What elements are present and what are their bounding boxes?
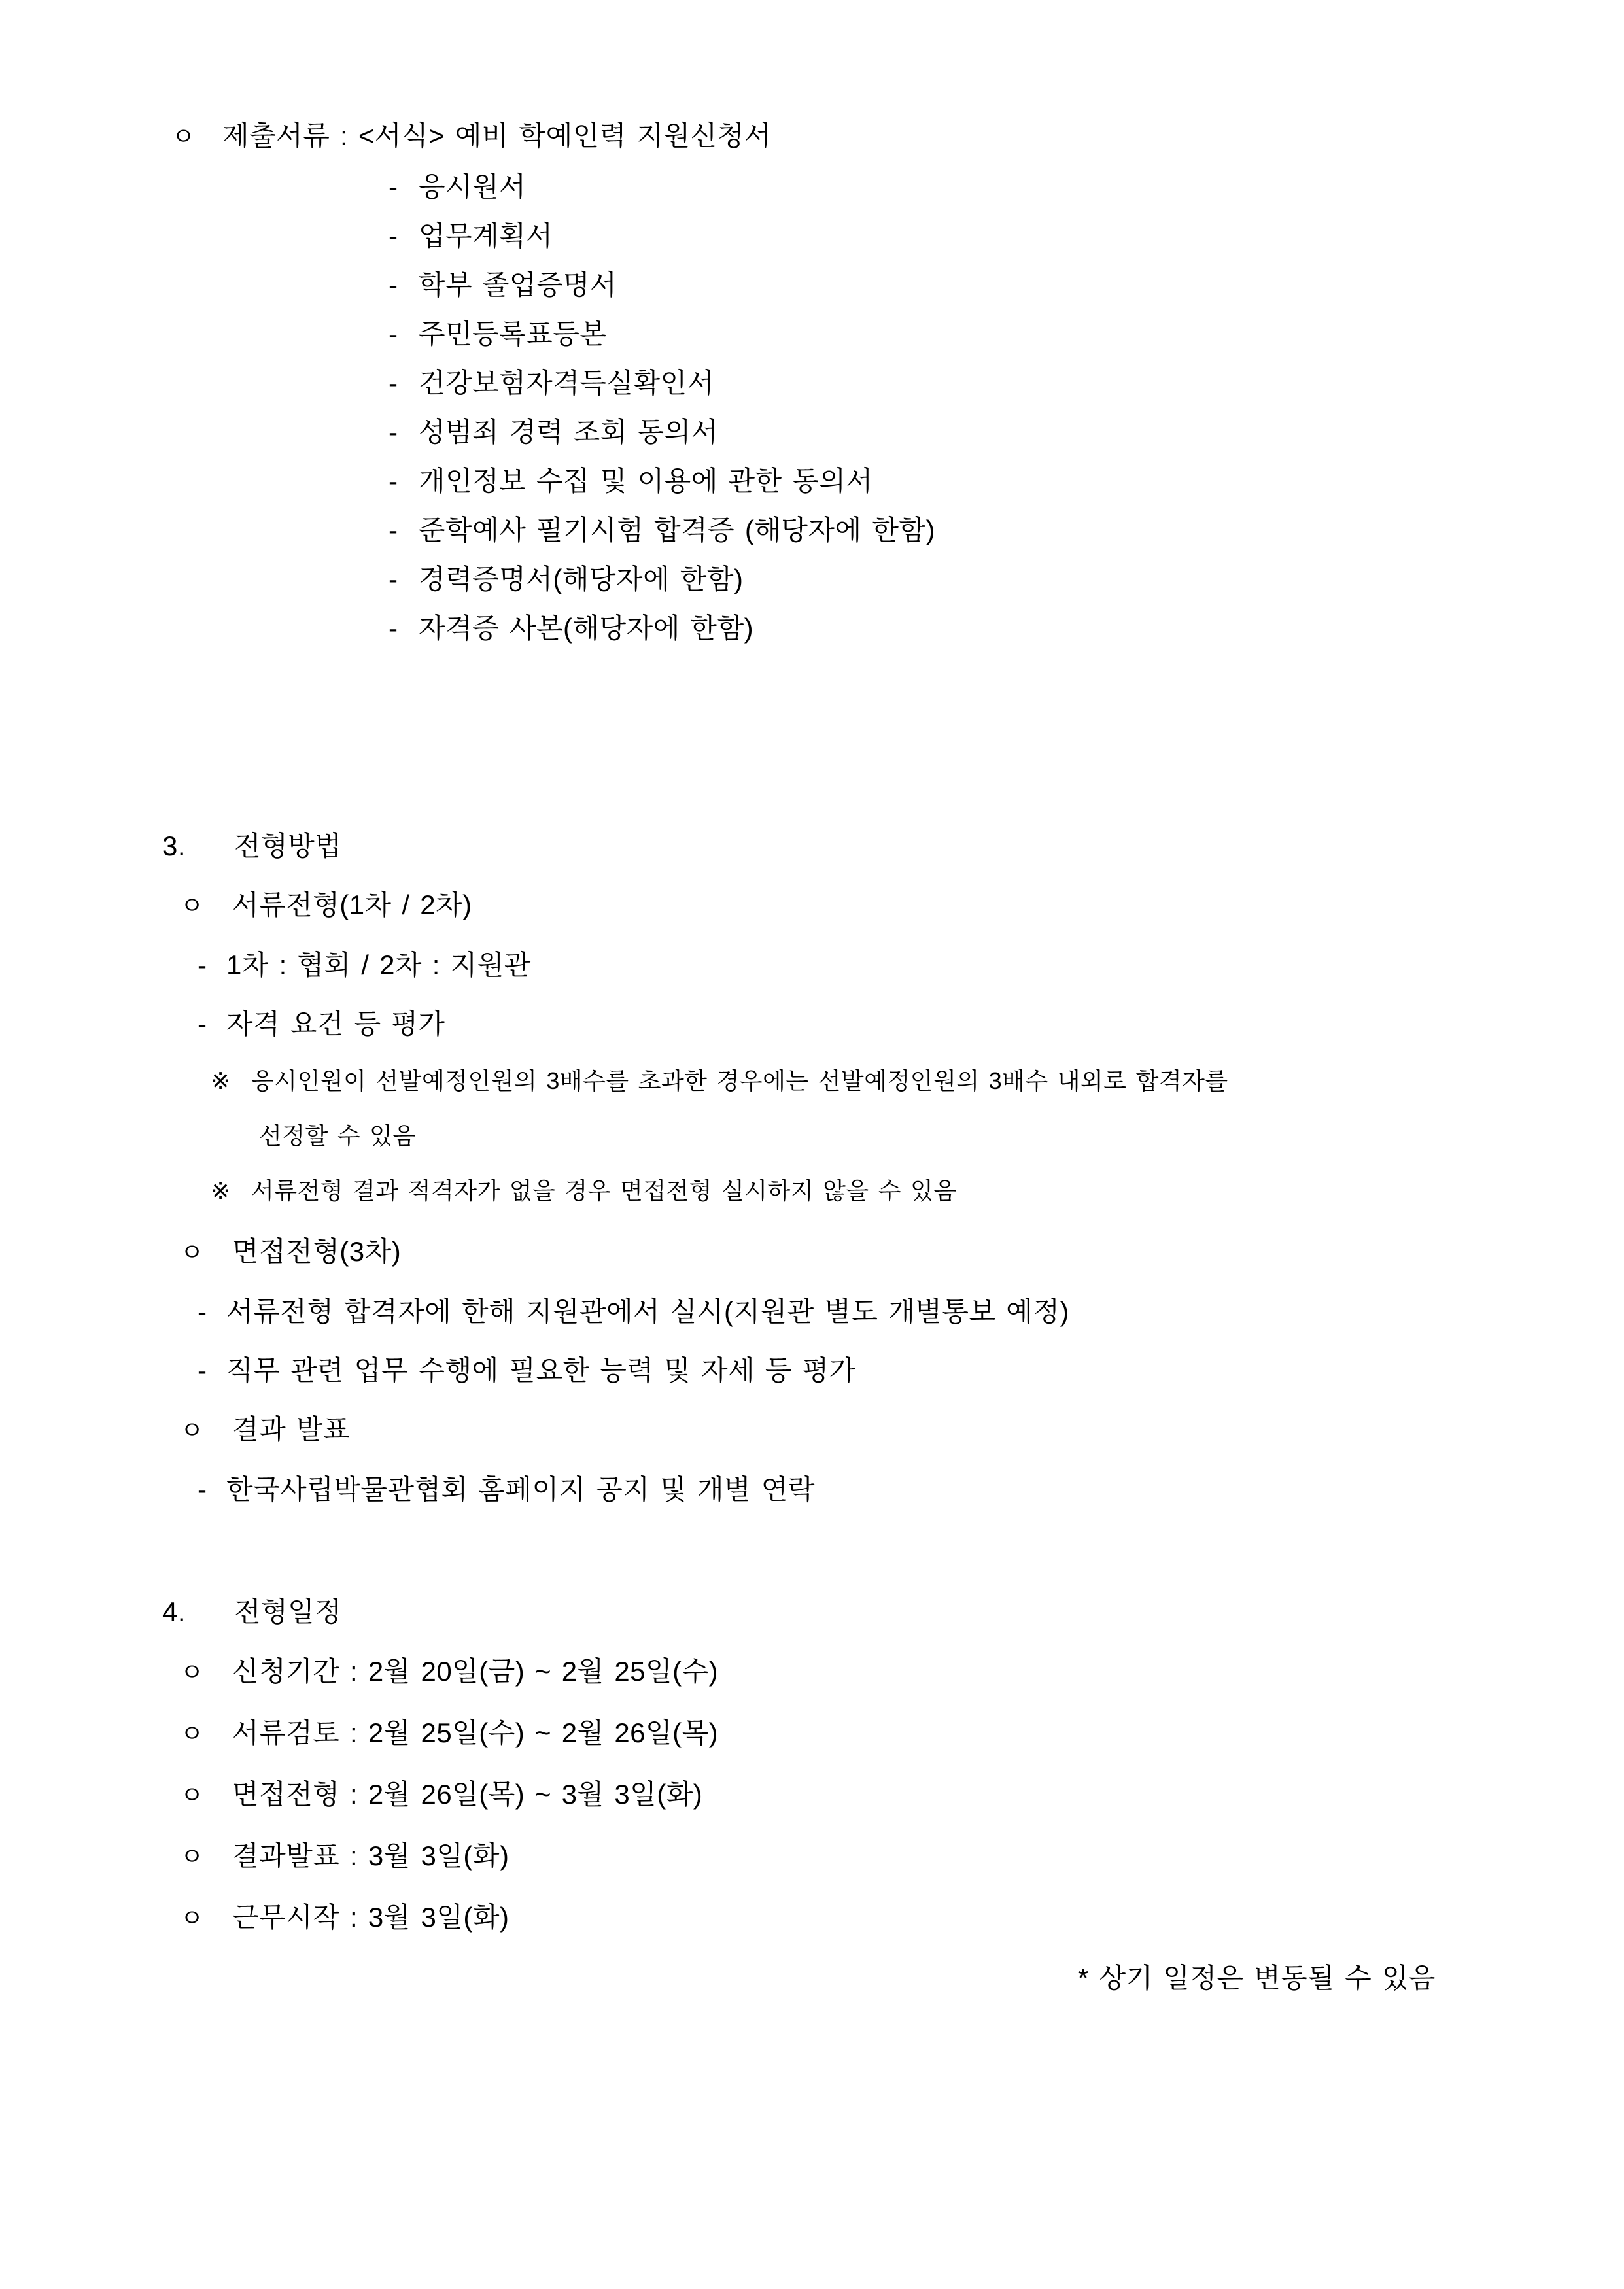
reference-mark: ※	[211, 1067, 231, 1094]
dash-bullet: -	[389, 417, 398, 447]
list-item-text: 개인정보 수집 및 이용에 관한 동의서	[419, 466, 873, 496]
list-item-text: 한국사립박물관협회 홈페이지 공지 및 개별 연락	[226, 1474, 815, 1505]
list-item	[0, 936, 1624, 995]
schedule-item-text: 신청기간 : 2월 20일(금) ~ 2월 25일(수)	[232, 1656, 719, 1687]
schedule-footnote	[0, 1949, 1624, 2008]
dash-bullet: -	[389, 318, 398, 349]
dash-bullet: -	[389, 564, 398, 594]
circle-bullet: ㅇ	[180, 1659, 205, 1687]
dash-bullet: -	[198, 1474, 207, 1505]
list-item-text: 1차 : 협회 / 2차 : 지원관	[226, 950, 531, 980]
reference-mark: ※	[211, 1177, 231, 1204]
note-line	[0, 1163, 1624, 1218]
list-item-text: 직무 관련 업무 수행에 필요한 능력 및 자세 등 평가	[226, 1355, 856, 1386]
list-item	[0, 1460, 1624, 1519]
dash-bullet: -	[198, 950, 207, 980]
dash-bullet: -	[198, 1355, 207, 1386]
result-text: 결과 발표	[232, 1414, 350, 1445]
list-item	[0, 555, 1624, 604]
list-item	[0, 995, 1624, 1054]
list-item-text: 주민등록표등본	[419, 318, 607, 349]
schedule-item	[0, 1642, 1624, 1703]
schedule-item-text: 서류검토 : 2월 25일(수) ~ 2월 26일(목)	[232, 1717, 719, 1748]
doc-screening-text: 서류전형(1차 / 2차)	[232, 889, 472, 920]
list-item-text: 경력증명서(해당자에 한함)	[419, 564, 744, 594]
list-item	[0, 162, 1624, 211]
circle-bullet: ㅇ	[180, 1844, 205, 1871]
schedule-item	[0, 1703, 1624, 1764]
submission-header-text: 제출서류 : <서식> 예비 학예인력 지원신청서	[222, 120, 771, 151]
note-text: 서류전형 결과 적격자가 없을 경우 면접전형 실시하지 않을 수 있음	[251, 1177, 957, 1204]
dash-bullet: -	[198, 1008, 207, 1039]
section-title: 전형방법	[234, 831, 342, 861]
dash-bullet: -	[389, 368, 398, 398]
list-item	[0, 1341, 1624, 1400]
schedule-item-text: 면접전형 : 2월 26일(목) ~ 3월 3일(화)	[232, 1779, 703, 1810]
footnote-text: * 상기 일정은 변동될 수 있음	[1077, 1963, 1436, 1993]
schedule-item	[0, 1826, 1624, 1887]
list-item	[0, 407, 1624, 456]
dash-bullet: -	[389, 613, 398, 644]
list-item-text: 응시원서	[419, 171, 527, 202]
interview-text: 면접전형(3차)	[232, 1236, 402, 1267]
dash-bullet: -	[389, 515, 398, 545]
list-item-text: 업무계획서	[419, 220, 553, 251]
dash-bullet: -	[389, 220, 398, 251]
submission-header-line	[0, 111, 1624, 162]
list-item	[0, 358, 1624, 407]
circle-bullet: ㅇ	[180, 1721, 205, 1748]
list-item-text: 준학예사 필기시험 합격증 (해당자에 한함)	[419, 515, 935, 545]
note-line	[0, 1054, 1624, 1109]
list-item-text: 성범죄 경력 조회 동의서	[419, 417, 718, 447]
list-item-text: 서류전형 합격자에 한해 지원관에서 실시(지원관 별도 개별통보 예정)	[226, 1296, 1069, 1327]
circle-bullet: ㅇ	[180, 1417, 205, 1445]
schedule-item-text: 근무시작 : 3월 3일(화)	[232, 1902, 510, 1933]
interview-line	[0, 1222, 1624, 1282]
dash-bullet: -	[389, 269, 398, 300]
schedule-item-text: 결과발표 : 3월 3일(화)	[232, 1840, 510, 1871]
list-item	[0, 309, 1624, 358]
list-item	[0, 456, 1624, 506]
circle-bullet: ㅇ	[180, 1905, 205, 1933]
list-item-text: 건강보험자격득실확인서	[419, 368, 714, 398]
section-number: 3.	[162, 831, 186, 861]
circle-bullet: ㅇ	[180, 893, 205, 920]
circle-bullet: ㅇ	[180, 1782, 205, 1810]
dash-bullet: -	[389, 171, 398, 202]
circle-bullet: ㅇ	[180, 1239, 205, 1267]
list-item	[0, 1282, 1624, 1341]
dash-bullet: -	[198, 1296, 207, 1327]
list-item	[0, 604, 1624, 653]
schedule-item	[0, 1887, 1624, 1949]
list-item	[0, 506, 1624, 555]
result-line	[0, 1400, 1624, 1460]
note-text: 응시인원이 선발예정인원의 3배수를 초과한 경우에는 선발예정인원의 3배수 내외로 합격자를	[251, 1067, 1228, 1094]
circle-bullet: ㅇ	[171, 124, 196, 151]
list-item	[0, 260, 1624, 309]
section-title: 전형일정	[234, 1596, 342, 1627]
section-heading-schedule	[0, 1583, 1624, 1642]
section-number: 4.	[162, 1596, 186, 1627]
list-item-text: 자격증 사본(해당자에 한함)	[419, 613, 754, 644]
note-line-continuation	[0, 1109, 1624, 1163]
dash-bullet: -	[389, 466, 398, 496]
section-heading-method	[0, 817, 1624, 876]
list-item-text: 자격 요건 등 평가	[226, 1008, 445, 1039]
list-item-text: 학부 졸업증명서	[419, 269, 617, 300]
note-text: 선정할 수 있음	[259, 1122, 416, 1149]
schedule-item	[0, 1764, 1624, 1826]
doc-screening-line	[0, 876, 1624, 936]
list-item	[0, 211, 1624, 260]
